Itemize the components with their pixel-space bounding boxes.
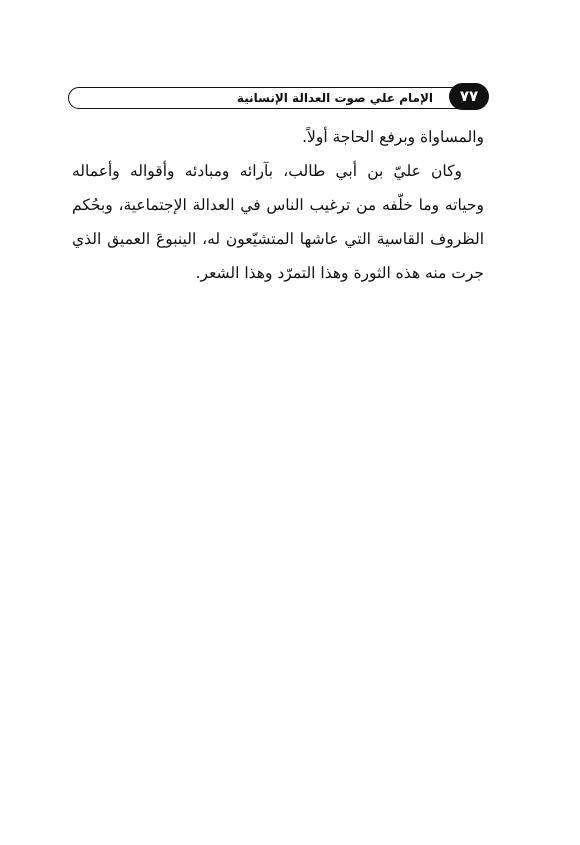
paragraph-continuation: والمساواة وبرفع الحاجة أولاً. <box>302 128 484 146</box>
running-title: الإمام علي صوت العدالة الإنسانية <box>236 91 433 105</box>
page-number-badge: ٧٧ <box>449 83 489 110</box>
body-text <box>72 120 484 290</box>
paragraph: وكان عليّ بن أبي طالب، بآرائه ومبادئه وأقواله وأعماله وحياته وما خلّفه من ترغيب الناس في العدالة الإجتماعية، وبحُكم الظروف القاسية التي عاشها المتشيّعون له، الينبوعَ العميق الذي جرت منه هذه الثورة وهذا التمرّد وهذا الشعر. <box>72 162 484 282</box>
running-header <box>68 87 486 109</box>
